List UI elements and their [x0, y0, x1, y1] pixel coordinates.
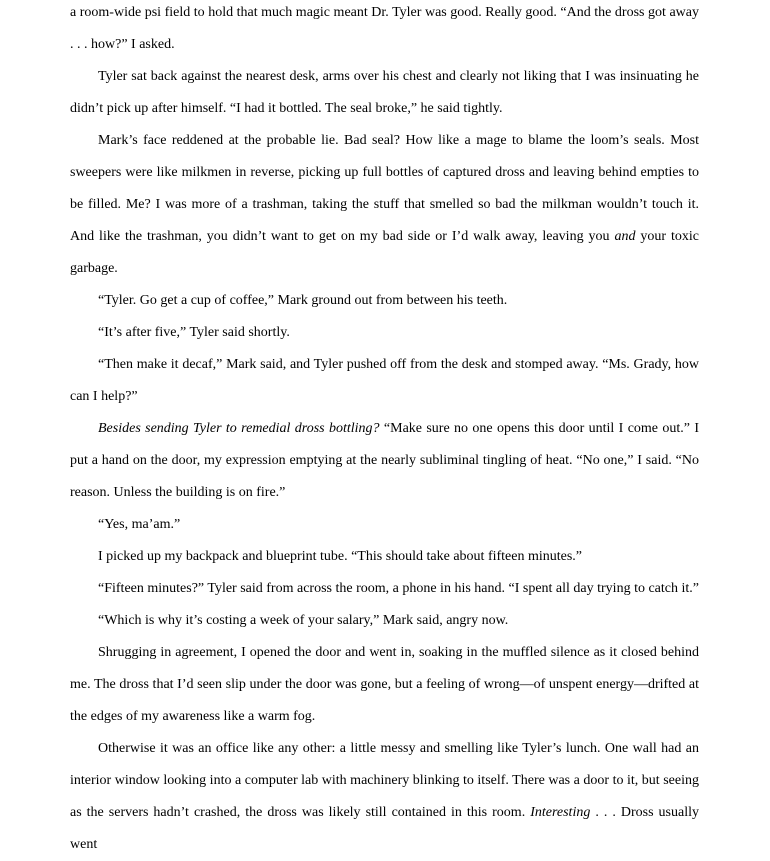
text-run: “Yes, ma’am.”: [98, 517, 181, 532]
text-run: “It’s after five,” Tyler said shortly.: [98, 325, 290, 340]
text-run: “Then make it decaf,” Mark said, and Tyler pushed off from the desk and stomped away. “Ms. Grady, how can I help?”: [70, 357, 699, 404]
paragraph: [70, 125, 699, 285]
text-run: “Fifteen minutes?” Tyler said from across the room, a phone in his hand. “I spent all day trying to catch it.”: [98, 581, 699, 596]
text-run: a room-wide psi field to hold that much magic meant Dr. Tyler was good. Really good. “And the dross got away . . . how?” I asked.: [70, 5, 699, 52]
paragraph: [70, 573, 699, 605]
text-run: Otherwise it was an office like any other: a little messy and smelling like Tyler’s lunch. One wall had an interior window looking into a computer lab with machinery blinking to itself. There was a door to it, but seeing as the servers hadn’t crashed, the dross was likely still contained in this room.: [70, 741, 699, 820]
paragraph: [70, 349, 699, 413]
paragraph: [70, 0, 699, 61]
text-run: “Which is why it’s costing a week of your salary,” Mark said, angry now.: [98, 613, 509, 628]
paragraph: [70, 61, 699, 125]
paragraph: [70, 605, 699, 637]
text-run: Mark’s face reddened at the probable lie. Bad seal? How like a mage to blame the loom’s seals. Most sweepers were like milkmen in reverse, picking up full bottles of captured dross and leaving behind empties to be filled. Me? I was more of a trashman, taking the stuff that smelled so bad the milkman wouldn’t touch it. And like the trashman, you didn’t want to get on my bad side or I’d walk away, leaving you: [70, 133, 699, 244]
text-run: . . . Dross usually went: [70, 805, 699, 852]
paragraph: [70, 509, 699, 541]
text-run: Tyler sat back against the nearest desk, arms over his chest and clearly not liking that I was insinuating he didn’t pick up after himself. “I had it bottled. The seal broke,” he said tightly.: [70, 69, 699, 116]
text-run: I picked up my backpack and blueprint tube. “This should take about fifteen minutes.”: [98, 549, 583, 564]
paragraph: [70, 285, 699, 317]
text-run: your toxic garbage.: [70, 229, 699, 276]
text-run: Shrugging in agreement, I opened the door and went in, soaking in the muffled silence as it closed behind me. The dross that I’d seen slip under the door was gone, but a feeling of wrong—of unspent energy—drifted at the edges of my awareness like a warm fog.: [70, 645, 699, 724]
paragraph: [70, 541, 699, 573]
paragraph: [70, 413, 699, 509]
italic-text-run: Besides sending Tyler to remedial dross bottling?: [98, 421, 380, 436]
paragraph: [70, 637, 699, 733]
italic-text-run: Interesting: [530, 805, 591, 820]
paragraph: [70, 733, 699, 861]
text-run: “Tyler. Go get a cup of coffee,” Mark ground out from between his teeth.: [98, 293, 508, 308]
text-run: “Make sure no one opens this door until I come out.” I put a hand on the door, my expression emptying at the nearly subliminal tingling of heat. “No one,” I said. “No reason. Unless the building is on fire.”: [70, 421, 700, 500]
paragraph: [70, 317, 699, 349]
italic-text-run: and: [614, 229, 636, 244]
document-page: [70, 0, 699, 861]
